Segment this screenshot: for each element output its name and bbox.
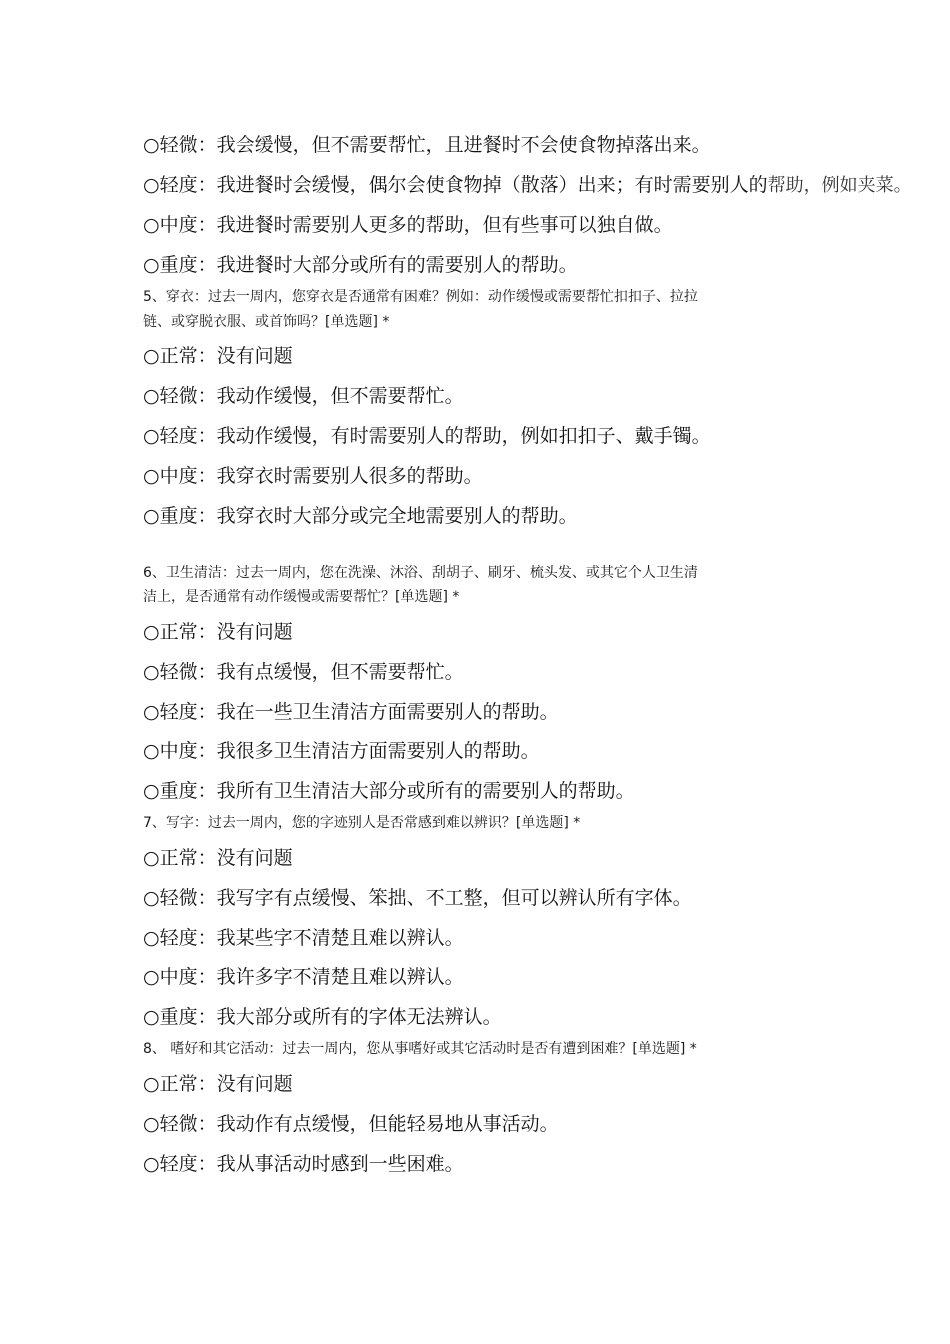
option-hygiene-severe: ○重度：我所有卫生清洁大部分或所有的需要别人的帮助。 <box>143 780 635 802</box>
option-hygiene-mild: ○轻微：我有点缓慢，但不需要帮忙。 <box>143 661 464 683</box>
option-hobbies-mild: ○轻微：我动作有点缓慢，但能轻易地从事活动。 <box>143 1113 559 1135</box>
option-eating-moderate: ○中度：我进餐时需要别人更多的帮助，但有些事可以独自做。 <box>143 214 673 236</box>
question-5-title: 5、穿衣：过去一周内，您穿衣是否通常有困难？例如：动作缓慢或需要帮忙扣扣子、拉拉 <box>143 289 698 305</box>
option-dressing-mild: ○轻微：我动作缓慢，但不需要帮忙。 <box>143 385 464 407</box>
option-eating-mild: ○轻微：我会缓慢，但不需要帮忙，且进餐时不会使食物掉落出来。 <box>143 134 711 156</box>
option-dressing-light: ○轻度：我动作缓慢，有时需要别人的帮助，例如扣扣子、戴手镯。 <box>143 425 711 447</box>
option-hygiene-moderate: ○中度：我很多卫生清洁方面需要别人的帮助。 <box>143 740 540 762</box>
option-eating-light-example: 帮助，例如夹菜。 <box>767 175 912 196</box>
question-7-title: 7、写字：过去一周内，您的字迹别人是否常感到难以辨识？[单选题] * <box>143 815 581 831</box>
option-dressing-severe: ○重度：我穿衣时大部分或完全地需要别人的帮助。 <box>143 505 578 527</box>
option-writing-normal: ○正常：没有问题 <box>143 847 293 869</box>
question-6-title: 6、卫生清洁：过去一周内，您在洗澡、沐浴、刮胡子、刷牙、梳头发、或其它个人卫生清 <box>143 565 698 581</box>
option-eating-severe: ○重度：我进餐时大部分或所有的需要别人的帮助。 <box>143 254 578 276</box>
question-8-title: 8、 嗜好和其它活动：过去一周内，您从事嗜好或其它活动时是否有遭到困难？[单选题] * <box>143 1041 697 1057</box>
option-hobbies-normal: ○正常：没有问题 <box>143 1073 293 1095</box>
option-hygiene-light: ○轻度：我在一些卫生清洁方面需要别人的帮助。 <box>143 701 559 723</box>
option-hobbies-light: ○轻度：我从事活动时感到一些困难。 <box>143 1153 464 1175</box>
option-writing-mild: ○轻微：我写字有点缓慢、笨拙、不工整，但可以辨认所有字体。 <box>143 887 692 909</box>
option-dressing-normal: ○正常：没有问题 <box>143 345 293 367</box>
option-dressing-moderate: ○中度：我穿衣时需要别人很多的帮助。 <box>143 465 483 487</box>
option-writing-severe: ○重度：我大部分或所有的字体无法辨认。 <box>143 1006 502 1028</box>
option-writing-moderate: ○中度：我许多字不清楚且难以辨认。 <box>143 966 464 988</box>
option-hygiene-normal: ○正常：没有问题 <box>143 621 293 643</box>
question-6-title-cont: 洁上，是否通常有动作缓慢或需要帮忙？[单选题] * <box>143 589 460 605</box>
option-eating-light-text: ○轻度：我进餐时会缓慢，偶尔会使食物掉（散落）出来；有时需要别人的 <box>143 174 768 196</box>
option-eating-light <box>143 176 912 195</box>
option-writing-light: ○轻度：我某些字不清楚且难以辨认。 <box>143 927 464 949</box>
question-5-title-cont: 链、或穿脱衣服、或首饰吗？[单选题] * <box>143 314 390 330</box>
